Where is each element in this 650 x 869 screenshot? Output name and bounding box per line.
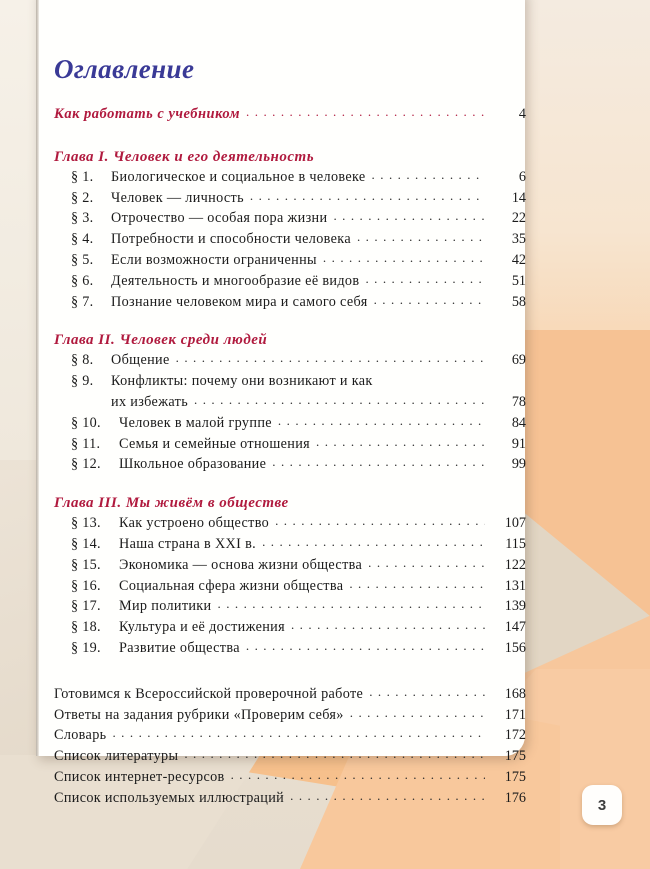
section-number: § 19. [71,639,101,656]
page-number-badge: 3 [582,785,622,825]
section-page: 156 [504,639,526,656]
dot-leader [176,348,485,369]
section-number: § 1. [71,168,94,185]
section-number: § 15. [71,556,101,573]
section-number: § 4. [71,231,94,248]
section-label: Отрочество — особая пора жизни [111,210,328,227]
dot-leader [349,574,485,595]
section-number: § 17. [71,598,101,615]
section-page: 35 [511,231,526,248]
toc-list [48,104,526,809]
section-label: Биологическое и социальное в человеке [111,168,366,185]
section-label: Потребности и способности человека [111,231,351,248]
section-label: Общение [111,352,170,369]
dot-leader [194,390,485,411]
section-page: 115 [505,535,526,552]
backmatter-page: 176 [504,789,526,806]
dot-leader [262,532,485,553]
toc-backmatter-row[interactable] [48,746,526,767]
toc-section-row[interactable] [48,638,526,659]
section-number: § 9. [71,373,94,390]
section-page: 84 [511,414,526,431]
chapter-heading-1: Глава I. Человек и его деятельность [54,148,315,165]
section-label: Познание человеком мира и самого себя [111,293,368,310]
page-binding-line [36,0,39,756]
dot-leader [365,269,485,290]
spacer [48,475,526,493]
section-number: § 14. [71,535,101,552]
backmatter-label: Словарь [54,727,107,744]
spacer [48,659,526,684]
dot-leader [218,594,486,615]
section-label: Как устроено общество [119,515,270,532]
section-number: § 7. [71,293,94,310]
toc-section-row[interactable] [48,454,526,475]
dot-leader [246,636,485,657]
section-number: § 3. [71,210,94,227]
toc-backmatter-row[interactable] [48,725,526,746]
section-number: § 6. [71,272,94,289]
section-number: § 18. [71,619,101,636]
section-page: 91 [511,435,526,452]
section-page: 78 [511,393,526,410]
section-page: 131 [504,577,526,594]
section-label: Деятельность и многообразие её видов [111,272,360,289]
backmatter-label: Список литературы [54,748,179,765]
section-page: 42 [511,251,526,268]
backmatter-label: Список интернет-ресурсов [54,768,225,785]
dot-leader [278,411,485,432]
backmatter-label: Список используемых иллюстраций [54,789,285,806]
section-label: Мир политики [119,598,212,615]
dot-leader [333,206,485,227]
toc-section-row[interactable] [48,596,526,617]
backmatter-page: 172 [504,727,526,744]
toc-section-continuation-row[interactable] [48,392,526,413]
section-label: Семья и семейные отношения [119,435,311,452]
spacer [48,125,526,147]
section-label: Школьное образование [119,456,267,473]
section-page: 147 [504,619,526,636]
chapter-heading-2: Глава II. Человек среди людей [54,332,268,349]
toc-backmatter-row[interactable] [48,684,526,705]
backmatter-page: 171 [504,706,526,723]
section-label: Социальная сфера жизни общества [119,577,344,594]
toc-section-row[interactable] [48,229,526,250]
section-label: Если возможности ограниченны [111,251,317,268]
backmatter-page: 175 [504,768,526,785]
dot-leader [291,615,485,636]
dot-leader [112,723,485,744]
dot-leader [275,511,485,532]
section-page: 122 [504,556,526,573]
toc-section-row[interactable] [48,292,526,313]
section-label: Культура и её достижения [119,619,285,636]
section-page: 51 [511,272,526,289]
toc-section-row[interactable] [48,271,526,292]
backmatter-page: 168 [504,685,526,702]
section-page: 69 [511,352,526,369]
section-label: Наша страна в XXI в. [119,535,257,552]
toc-section-row[interactable] [48,576,526,597]
dot-leader [184,744,485,765]
dot-leader [368,553,485,574]
section-label: Человек в малой группе [119,414,272,431]
section-page: 14 [511,189,526,206]
section-page: 107 [504,515,526,532]
toc-section-row[interactable] [48,555,526,576]
toc-section-row[interactable] [48,208,526,229]
dot-leader [250,186,485,207]
dot-leader [231,765,485,786]
toc-section-row[interactable] [48,371,526,392]
section-page: 139 [504,598,526,615]
toc-section-row[interactable] [48,167,526,188]
section-number: § 2. [71,189,94,206]
chapter-heading-3: Глава III. Мы живём в обществе [54,495,289,512]
toc-section-row[interactable] [48,534,526,555]
section-label: Экономика — основа жизни общества [119,556,363,573]
section-label: Человек — личность [111,189,244,206]
toc-section-row[interactable] [48,413,526,434]
section-number: § 16. [71,577,101,594]
section-page: 58 [511,293,526,310]
toc-backmatter-row[interactable] [48,705,526,726]
section-number: § 10. [71,414,101,431]
toc-section-row[interactable] [48,513,526,534]
toc-backmatter-row[interactable] [48,767,526,788]
contents-content [48,0,526,806]
toc-entry-page: 4 [518,106,526,122]
section-page: 6 [518,168,526,185]
toc-entry-label: Как работать с учебником [54,106,241,122]
background-shape-top-left [0,0,40,460]
toc-section-row[interactable] [48,350,526,371]
section-number: § 13. [71,515,101,532]
section-page: 99 [511,456,526,473]
dot-leader [316,432,485,453]
section-number: § 5. [71,251,94,268]
section-number: § 8. [71,352,94,369]
toc-section-row[interactable] [48,617,526,638]
section-label: Конфликты: почему они возникают и как [111,373,373,390]
dot-leader [323,248,485,269]
toc-backmatter-row[interactable] [48,788,526,809]
toc-section-row[interactable] [48,188,526,209]
toc-section-row[interactable] [48,250,526,271]
dot-leader [372,165,485,186]
section-page: 22 [511,210,526,227]
toc-entry-how-to-use[interactable] [48,104,526,125]
dot-leader [357,227,485,248]
page-title: Оглавление [54,54,195,84]
dot-leader [374,290,485,311]
dot-leader [290,786,485,807]
section-label: Развитие общества [119,639,240,656]
dot-leader [272,452,485,473]
section-number: § 12. [71,456,101,473]
dot-leader [246,102,485,123]
section-label-continuation: их избежать [111,393,189,410]
toc-section-row[interactable] [48,434,526,455]
backmatter-page: 175 [504,748,526,765]
section-number: § 11. [71,435,101,452]
dot-leader [350,703,485,724]
dot-leader [369,682,485,703]
spacer [48,312,526,330]
backmatter-label: Ответы на задания рубрики «Проверим себя» [54,706,344,723]
backmatter-label: Готовимся к Всероссийской проверочной работе [54,685,364,702]
